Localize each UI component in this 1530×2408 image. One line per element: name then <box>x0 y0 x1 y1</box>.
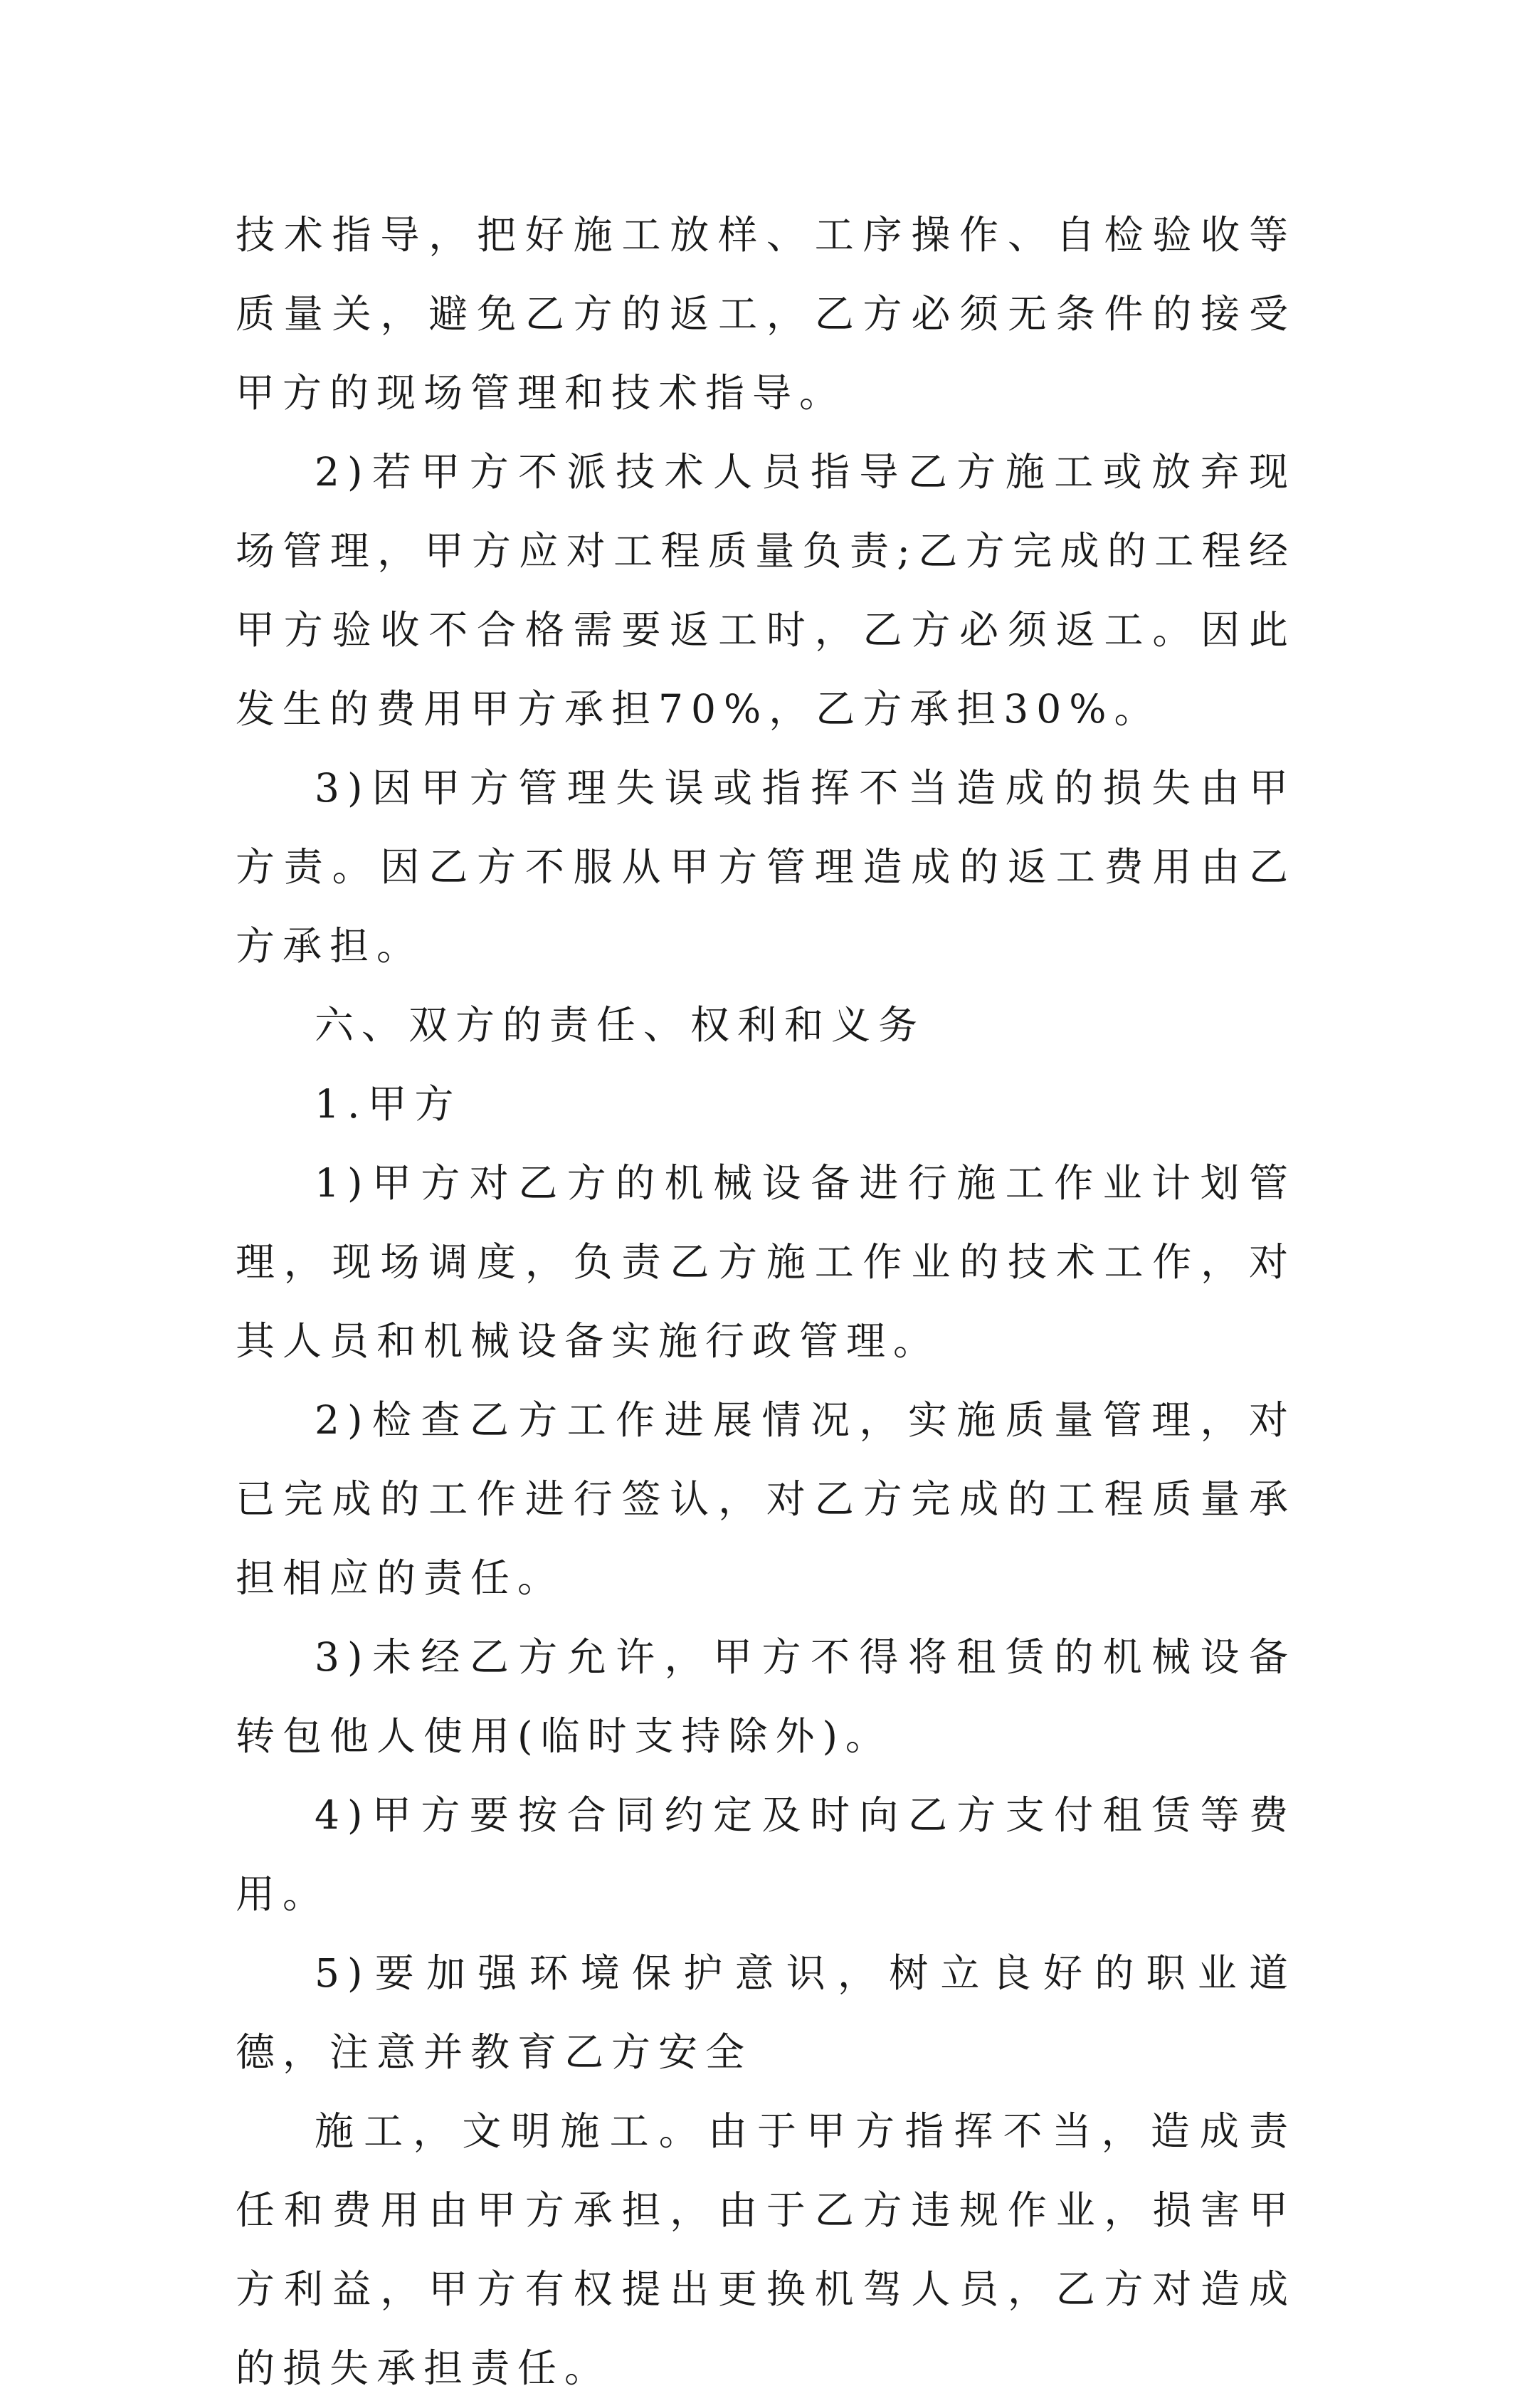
subsection-heading: 1.甲方 <box>315 1081 462 1127</box>
section-heading: 六、双方的责任、权利和义务 <box>315 1002 926 1048</box>
paragraph-7: 4)甲方要按合同约定及时向乙方支付租赁等费用。 <box>236 1792 1296 1917</box>
paragraph-5: 2)检查乙方工作进展情况，实施质量管理，对已完成的工作进行签认，对乙方完成的工程质量承担相应的责任。 <box>236 1397 1296 1601</box>
paragraph-6: 3)未经乙方允许，甲方不得将租赁的机械设备转包他人使用(临时支持除外)。 <box>236 1634 1296 1759</box>
document-body <box>236 196 1296 2408</box>
paragraph-2: 2)若甲方不派技术人员指导乙方施工或放弃现场管理，甲方应对工程质量负责;乙方完成的工程经甲方验收不合格需要返工时，乙方必须返工。因此发生的费用甲方承担70%，乙方承担30%。 <box>236 449 1296 732</box>
paragraph-8: 5)要加强环境保护意识，树立良好的职业道德，注意并教育乙方安全 <box>236 1950 1296 2075</box>
paragraph-4: 1)甲方对乙方的机械设备进行施工作业计划管理，现场调度，负责乙方施工作业的技术工作，对其人员和机械设备实施行政管理。 <box>236 1160 1296 1364</box>
paragraph-3: 3)因甲方管理失误或指挥不当造成的损失由甲方责。因乙方不服从甲方管理造成的返工费用由乙方承担。 <box>236 765 1296 969</box>
paragraph-9: 施工，文明施工。由于甲方指挥不当，造成责任和费用由甲方承担，由于乙方违规作业，损害甲方利益，甲方有权提出更换机驾人员，乙方对造成的损失承担责任。 <box>236 2108 1296 2391</box>
paragraph-1: 技术指导，把好施工放样、工序操作、自检验收等质量关，避免乙方的返工，乙方必须无条件的接受甲方的现场管理和技术指导。 <box>236 212 1296 416</box>
